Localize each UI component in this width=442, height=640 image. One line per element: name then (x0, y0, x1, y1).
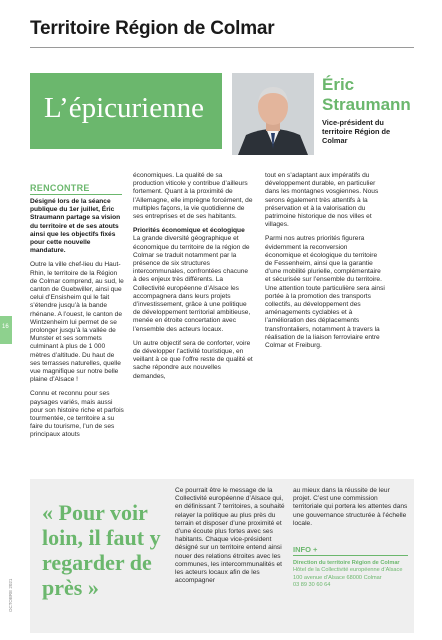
article-column-3 (265, 172, 385, 356)
person-first-name: Éric (322, 75, 355, 94)
article-lead: Désigné lors de la séance publique du 1er juillet, Éric Straumann partage sa vision du territoire et de ses atouts ainsi que les objectifs fixés pour cette nouvelle mandature. (30, 198, 121, 255)
info-contact (293, 560, 413, 589)
info-line: 03 89 30 60 64 (293, 581, 331, 588)
portrait-photo (232, 73, 314, 155)
article-column-2 (133, 172, 253, 387)
person-role: Vice-président du territoire Région de Colmar (322, 118, 391, 145)
side-footer: OCTOBRE 2021 (8, 578, 13, 612)
person-last-name: Straumann (322, 95, 411, 114)
article-paragraph: tout en s’adaptant aux impératifs du développement durable, en particulier dans les montagnes vosgiennes. Nous serons également très attentifs à la préservation et à la valorisation du patrimoine historique de nos villes et villages. (265, 172, 379, 229)
bottom-column-3 (293, 487, 408, 534)
info-divider (293, 555, 408, 556)
article-paragraph: Outre la ville chef-lieu du Haut-Rhin, le territoire de la Région de Colmar comprend, au sud, le canton de Guebwiller, ainsi que celui d’Ensisheim qui le fait s’étendre jusqu’à la bande rhénane. A l’ouest, le canton de Wintzenheim lui permet de se prolonger jusqu’à la vallée de Munster et ses sommets culminant à plus de 1 000 mètres d’altitude. Du haut de ses terrasses naturelles, quelle vue magnifique sur notre belle plaine d’Alsace ! (30, 261, 124, 384)
title-divider (30, 47, 414, 48)
article-column-1 (30, 198, 126, 446)
page-title: Territoire Région de Colmar (30, 18, 275, 39)
bottom-paragraph: au mieux dans la réussite de leur projet. C’est une commission territoriale qui portera les attentes dans une gouvernance structurée à l’échelle locale. (293, 487, 408, 527)
bottom-paragraph: Ce pourrait être le message de la Collectivité européenne d’Alsace qui, en définissant 7 territoires, a souhaité relayer la politique au plus près du terrain et disposer d’une proximité et d’une écoute plus fortes avec ses habitants. Chaque vice-président désigné sur un territoire entend ainsi nouer des relations étroites avec les communes, les intercommunalités et les acteurs locaux afin de les accompagner (175, 487, 285, 585)
banner-title: L’épicurienne (44, 92, 204, 124)
section-label: RENCONTRE (30, 183, 90, 193)
info-line: Direction du territoire Région de Colmar (293, 560, 400, 566)
article-paragraph: La grande diversité géographique et économique du territoire de la région de Colmar se traduit notamment par la présence de six structures intercommunales, confrontées chacune à des enjeux très différents. La Collectivité européenne d’Alsace les accompagnera dans leurs projets d’investissement, grâce à une politique de développement territorial ambitieuse, menée en étroite concertation avec l’ensemble des acteurs locaux. (133, 235, 251, 333)
article-paragraph: Parmi nos autres priorités figurera évidemment la reconversion économique et écologique du territoire de Fessenheim, ainsi que la garantie d’une mobilité plurielle, complémentaire et sécurisée sur l’ensemble du territoire. Une attention toute particulière sera ainsi portée à la promotion des transports collectifs, au développement des aménagements cyclables et à l’amélioration des déplacements transfrontaliers, notamment à travers la réalisation de la liaison ferroviaire entre Colmar et Freiburg. (265, 235, 385, 350)
info-line: 100 avenue d’Alsace 68000 Colmar (293, 574, 382, 581)
portrait-image (232, 73, 314, 155)
article-paragraph: Un autre objectif sera de conforter, voire de développer l’activité touristique, en veillant à ce que l’offre reste de qualité et sache répondre aux nouvelles demandes, (133, 339, 253, 380)
bottom-column-2 (175, 487, 285, 591)
info-line: Hôtel de la Collectivité européenne d’Alsace (293, 567, 403, 574)
pull-quote: « Pour voir loin, il faut y regarder de près » (42, 500, 161, 600)
section-divider (30, 194, 122, 195)
article-subheading: Priorités économique et écologique (133, 227, 245, 235)
page-number-tab (0, 316, 12, 344)
page-number: 16 (2, 324, 9, 330)
info-label: INFO + (293, 545, 318, 554)
article-paragraph: économiques. La qualité de sa production viticole y contribue d’ailleurs fortement. Quant à la proximité de l’Allemagne, elle imprègne forcément, de multiples façons, la vie quotidienne de ses entreprises et de ses habitants. (133, 172, 253, 221)
article-paragraph: Connu et reconnu pour ses paysages variés, mais aussi pour son histoire riche et parfois tourmentée, ce territoire a su faire du tourisme, l’un de ses principaux atouts (30, 390, 124, 439)
person-name (322, 75, 411, 115)
